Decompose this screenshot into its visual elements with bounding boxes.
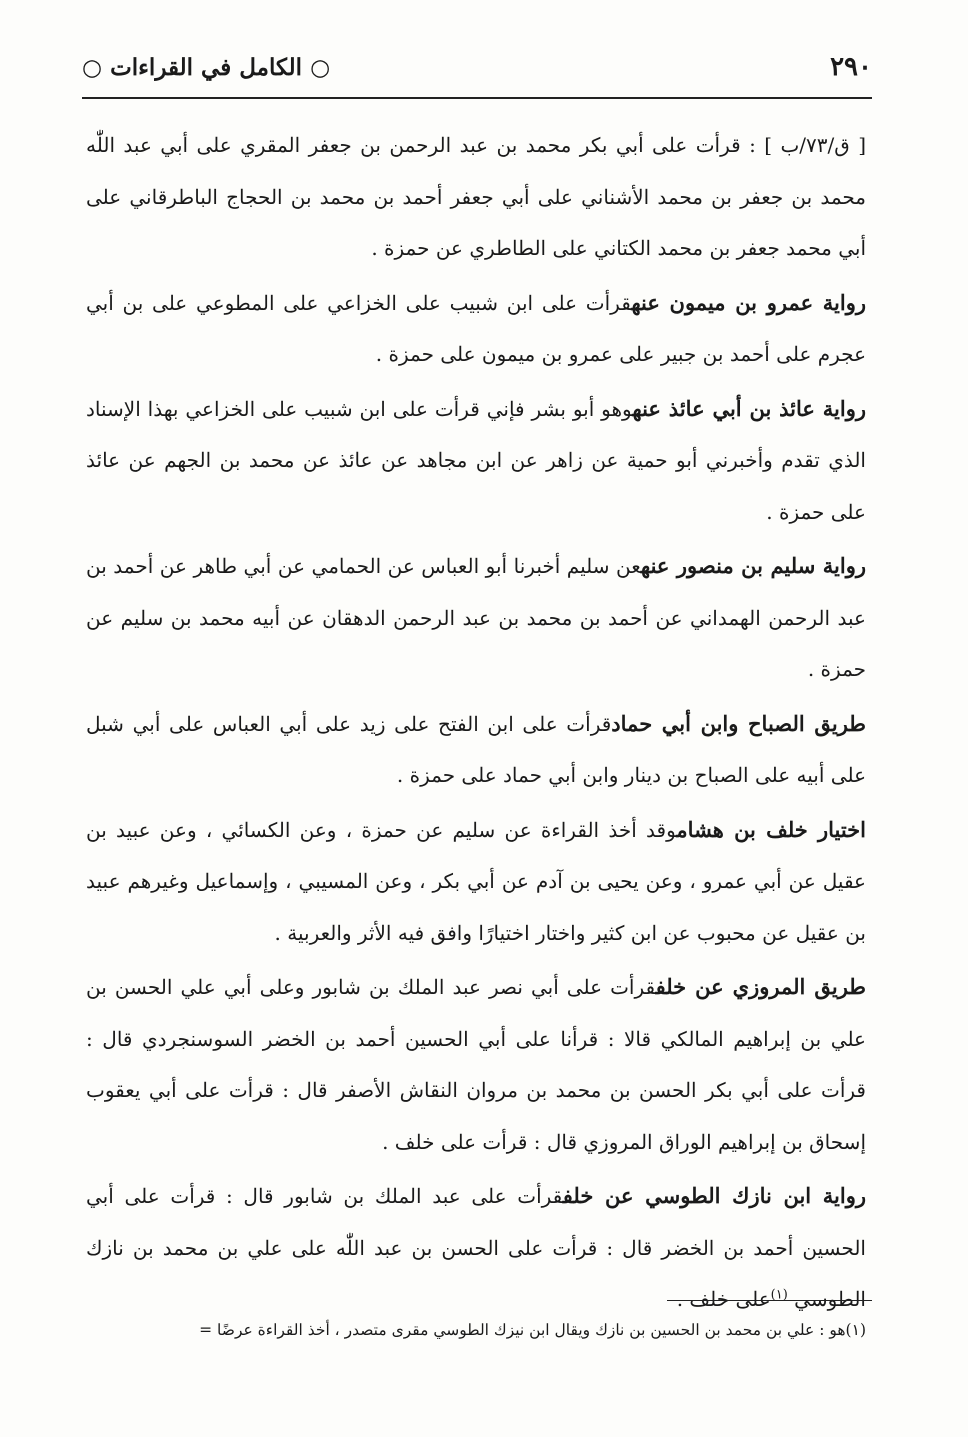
section-heading: طريق المروزي عن خلف (655, 974, 866, 999)
footnote: (١)هو : علي بن محمد بن الحسين بن نازك ويقال ابن نيزك الطوسي مقرى متصدر ، أخذ القراءة عرضًا = (199, 1321, 866, 1339)
paragraph (86, 120, 866, 275)
paragraph (86, 804, 866, 960)
footnote-rule (667, 1300, 872, 1301)
paragraph (86, 540, 866, 696)
paragraph-tail: على خلف . (676, 1287, 771, 1311)
paragraph-text: وهو أبو بشر فإني قرأت على ابن شبيب على الخزاعي بهذا الإسناد الذي تقدم وأخبرني أبو حمية عن زاهر عن ابن مجاهد عن عائذ عن محمد بن الجهم عن عائذ على حمزة . (86, 396, 866, 524)
body-text (86, 120, 866, 1328)
paragraph-text: قرأت على أبي نصر عبد الملك بن شابور وعلى أبي علي الحسن بن علي بن إبراهيم المالكي قالا : قرأنا على أبي الحسين أحمد بن الخضر السوسنجردي قال : قرأت على أبي بكر الحسن بن محمد بن مروان النقاش الأصفر قال : قرأت على أبي يعقوب إسحاق بن إبراهيم الوراق المروزي قال : قرأت على خلف . (86, 975, 866, 1154)
paragraph-text: قرأت على عبد الملك بن شابور قال : قرأت على أبي الحسين أحمد بن الخضر قال : قرأت على الحسن بن عبد اللّٰه على علي بن محمد بن نازك الطوسي (86, 1184, 866, 1311)
header-rule (82, 97, 872, 99)
section-heading: رواية عائذ بن أبي عائذ عنه (632, 395, 867, 421)
section-heading: رواية سليم بن منصور عنه (640, 553, 866, 578)
section-heading: اختيار خلف بن هشام (676, 816, 867, 842)
paragraph (86, 1170, 866, 1326)
paragraph-text: عن سليم أخبرنا أبو العباس عن الحمامي عن أبي طاهر عن أحمد بن عبد الرحمن الهمداني عن أحمد بن محمد بن عبد الرحمن الدهقان عن أبيه محمد بن سليم عن حمزة . (86, 554, 866, 681)
page-number: ٢٩٠ (830, 52, 872, 82)
section-heading: طريق الصباح وابن أبي حماد (611, 710, 867, 736)
running-title: ○ الكامل في القراءات ○ (82, 54, 331, 81)
paragraph (86, 383, 866, 539)
paragraph-text: وقد أخذ القراءة عن سليم عن حمزة ، وعن الكسائي ، وعن عبيد بن عقيل عن أبي عمرو ، وعن يحيى بن آدم عن أبي بكر ، وعن المسيبي ، وإسماعيل وغيرهم عبيد بن عقيل عن محبوب عن ابن كثير واختار اختيارًا وافق فيه الأثر والعربية . (86, 817, 866, 945)
paragraph (86, 961, 866, 1168)
paragraph-text: قرأت على ابن الفتح على زيد على أبي العباس على أبي شبل على أبيه على الصباح بن دينار وابن أبي حماد على حمزة . (86, 711, 866, 787)
footnote-marker[interactable]: (١) (770, 1287, 788, 1303)
paragraph (86, 277, 866, 381)
page-header (82, 52, 872, 96)
section-heading: رواية ابن نازك الطوسي عن خلف (562, 1183, 866, 1208)
paragraph-text: قرأت على ابن شبيب على الخزاعي على المطوعي على بن أبي عجرم على أحمد بن جبير على عمرو بن ميمون على حمزة . (86, 290, 866, 366)
paragraph-text: [ ق/٧٣/ب ] : قرأت على أبي بكر محمد بن عبد الرحمن بن جعفر المقري على أبي عبد اللّٰه محمد بن جعفر بن محمد الأشناني على أبي جعفر أحمد بن محمد بن الحجاج الباطرقاني على أبي محمد جعفر بن محمد الكتاني على الطاطري عن حمزة . (86, 133, 867, 260)
section-heading: رواية عمرو بن ميمون عنه (631, 289, 866, 315)
paragraph (86, 698, 866, 802)
